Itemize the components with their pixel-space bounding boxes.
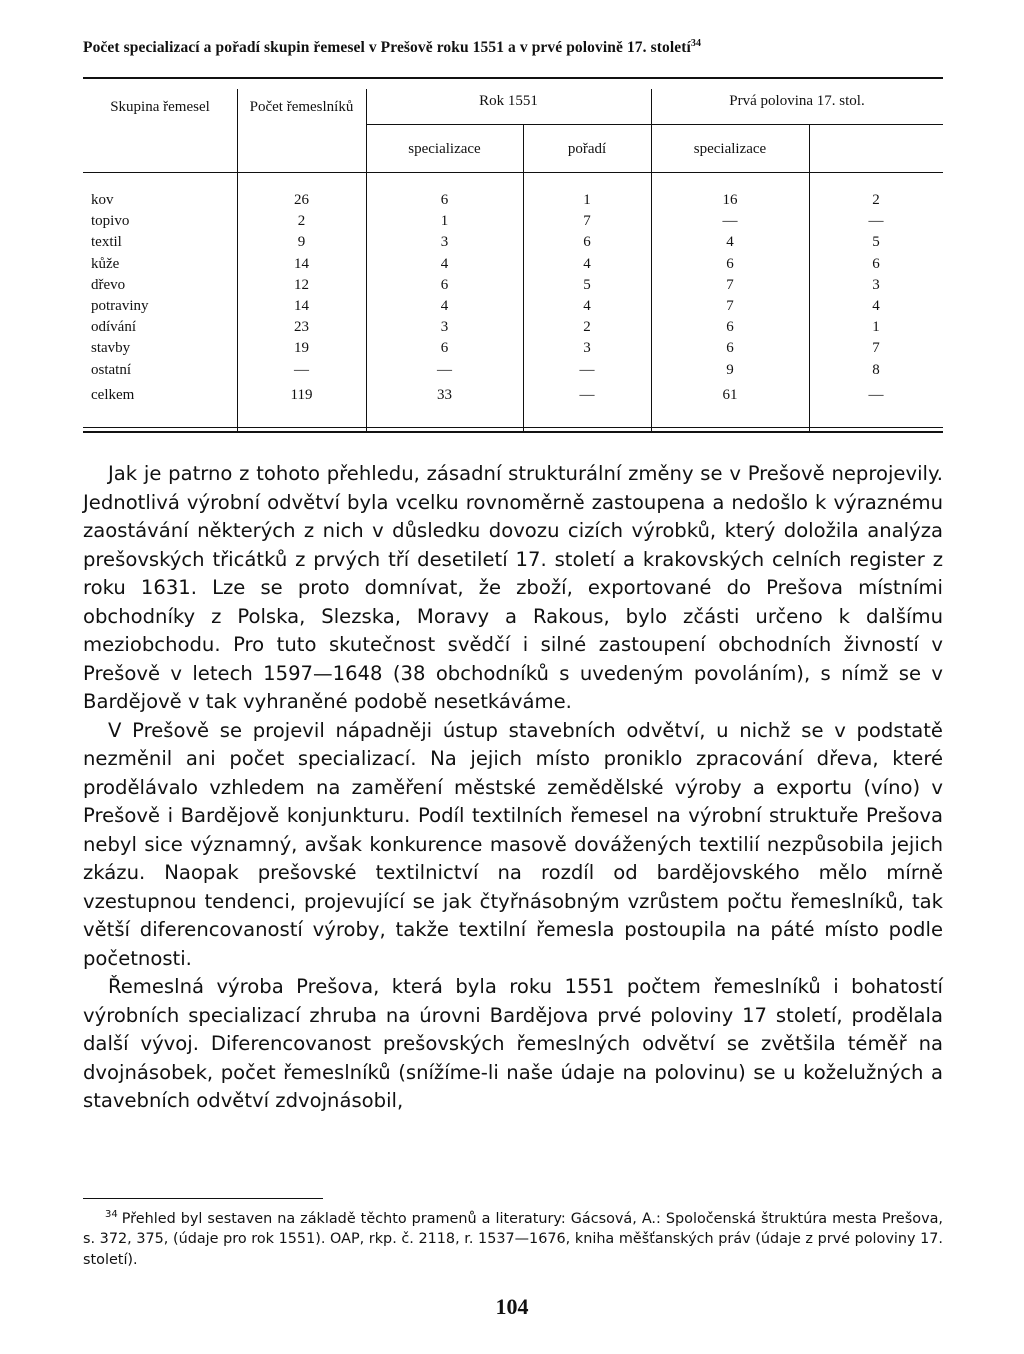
footnote-text: Přehled byl sestaven na základě těchto pramenů a literatury: Gácsová, A.: Spoločenská štruktúra mesta Prešova, s. 372, 375, (údaje pro rok 1551). OAP, rkp. č. 2118, r. 1537—1676, kniha měšťanských práv (údaje z prvé poloviny 17. století). <box>83 1210 943 1268</box>
footnote-rule <box>83 1198 323 1199</box>
page-number: 104 <box>495 1294 529 1319</box>
table-cell-group: textil <box>91 234 122 251</box>
table-cell-count: 14 <box>294 298 309 314</box>
header-order-1551: pořadí <box>567 141 607 157</box>
header-spec-17: specializace <box>693 141 767 157</box>
table-cell-count: 23 <box>294 319 309 336</box>
table-cell-spec-1551: 6 <box>440 340 449 357</box>
table-cell-count: 9 <box>297 234 306 251</box>
header-group: Skupina řemesel <box>110 99 210 115</box>
table-cell-count: — <box>294 361 309 378</box>
table-cell-order-17: 3 <box>872 276 880 293</box>
table-cell-group: ostatní <box>91 361 131 378</box>
table-cell-count: 14 <box>294 255 309 272</box>
total-cell-order-1551: — <box>579 387 595 403</box>
table-cell-order-17: 6 <box>872 255 880 272</box>
table-cell-spec-17: 4 <box>726 234 734 251</box>
table-cell-group: potraviny <box>91 298 149 314</box>
table-cell-group: kov <box>91 192 114 208</box>
table-cell-order-1551: 3 <box>583 340 591 357</box>
table-cell-order-17: 1 <box>872 319 880 336</box>
table-cell-order-1551: 2 <box>583 319 591 336</box>
header-first-half: Prvá polovina 17. stol. <box>729 93 865 109</box>
caption-note-ref: 34 <box>690 38 702 49</box>
body-text <box>83 460 943 1116</box>
caption-text: Počet specializací a pořadí skupin řemesel v Prešově roku 1551 a v prvé polovině 17. století <box>83 39 691 57</box>
paragraph: V Prešově se projevil nápadněji ústup stavebních odvětví, u nichž se v podstatě nezměnil ani počet specializací. Na jejich místo proniklo zpracování dřeva, které prodělávalo vzhledem na zaměření městské zemědělské výroby a exportu (víno) v Prešově i Bardějově konjunkturu. Podíl textilních řemesel na výrobní struktuře Prešova nebyl sice významný, avšak konkurence masově dovážených textilií nezpůsobila jejich zkázu. Naopak prešovské textilnictví na rozdíl od bardějovského mělo mírně vzestupnou tendenci, projevující se jak čtyřnásobným vzrůstem počtu řemeslníků, tak větší diferencovaností výroby, takže textilní řemesla postoupila na páté místo podle početnosti. <box>83 718 943 970</box>
table-cell-group: kůže <box>91 255 120 272</box>
table-cell-spec-17: 6 <box>726 340 734 357</box>
table-cell-order-17: 4 <box>872 298 880 314</box>
footnote-mark: 34 <box>105 1209 118 1220</box>
table-cell-spec-17: 7 <box>726 298 734 314</box>
table-cell-order-1551: 7 <box>583 213 591 230</box>
table-cell-spec-1551: 1 <box>440 213 449 230</box>
table-cell-spec-1551: 3 <box>440 234 449 251</box>
data-table <box>83 77 943 433</box>
table-cell-order-1551: — <box>579 361 595 378</box>
table-cell-spec-17: 7 <box>726 276 734 293</box>
table-cell-spec-17: 6 <box>726 319 734 336</box>
table-cell-order-17: 5 <box>872 234 880 251</box>
table-header-rule <box>83 172 943 173</box>
table-cell-spec-1551: 4 <box>440 298 449 314</box>
table-cell-group: odívání <box>91 319 136 336</box>
table-cell-order-1551: 4 <box>583 255 591 272</box>
total-cell-count: 119 <box>290 387 313 403</box>
header-spec-1551: specializace <box>408 141 481 157</box>
table-cell-group: dřevo <box>91 276 126 293</box>
table-cell-order-1551: 5 <box>583 276 591 293</box>
total-cell-order-17: — <box>868 387 884 403</box>
table-cell-order-1551: 4 <box>583 298 591 314</box>
footnote <box>83 1198 943 1270</box>
total-cell-spec-1551: 33 <box>437 387 452 403</box>
table-cell-count: 12 <box>294 276 309 293</box>
table-cell-group: topivo <box>91 213 130 230</box>
table-cell-count: 19 <box>294 340 309 357</box>
table-bottom-rule <box>83 427 943 428</box>
table-cell-spec-17: 6 <box>726 255 734 272</box>
table-cell-spec-1551: 6 <box>440 192 449 208</box>
table-cell-order-1551: 6 <box>583 234 591 251</box>
table-cell-count: 2 <box>297 213 306 230</box>
table-subheader-rule <box>366 124 943 125</box>
paragraph: Jak je patrno z tohoto přehledu, zásadní strukturální změny se v Prešově neprojevily. Jednotlivá výrobní odvětví byla vcelku rovnoměrně zastoupena a nedošlo k výraznému zaostávání některých z nich v důsledku dovozu cizích výrobků, který doložila analýza prešovských třicátků z prvých tří desetiletí 17. století a krakovských celních register z roku 1631. Lze se proto domnívat, že zboží, exportované do Prešova místními obchodníky z Polska, Slezska, Moravy a Rakous, bylo zčásti určeno k dalšímu meziobchodu. Pro tuto skutečnost svědčí i silné zastoupení obchodních živností v Prešově v letech 1597—1648 (38 obchodníků s uvedeným povoláním), s nímž se v Bardějově v tak vyhraněné podobě nesetkáváme. <box>83 462 943 713</box>
table-cell-count: 26 <box>294 192 309 208</box>
table-cell-order-17: 7 <box>872 340 880 357</box>
table-cell-order-17: — <box>868 213 884 230</box>
table-cell-spec-1551: 3 <box>440 319 449 336</box>
total-cell-spec-17: 61 <box>722 387 738 403</box>
table-caption <box>83 38 963 57</box>
table-cell-order-17: 2 <box>872 192 880 208</box>
table-cell-spec-17: — <box>722 213 738 230</box>
table-cell-order-17: 8 <box>872 361 880 378</box>
table-cell-spec-17: 9 <box>726 361 734 378</box>
table-cell-order-1551: 1 <box>583 192 591 208</box>
table-cell-group: stavby <box>91 340 131 357</box>
table-cell-spec-17: 16 <box>722 192 738 208</box>
paragraph: Řemeslná výroba Prešova, která byla roku 1551 počtem řemeslníků i bohatostí výrobních specializací zhruba na úrovni Bardějova prvé poloviny 17 století, prodělala další vývoj. Diferencovanost prešovských řemeslných odvětví se zvětšila téměř na dvojnásobek, počet řemeslníků (snížíme-li naše údaje na polovinu) se u koželužných a stavebních odvětví zdvojnásobil, <box>83 975 943 1112</box>
table-cell-spec-1551: 6 <box>440 276 449 293</box>
header-count: Počet řemeslníků <box>249 99 354 115</box>
table-cell-spec-1551: — <box>437 361 452 378</box>
total-cell-group: celkem <box>91 387 135 403</box>
table-cell-spec-1551: 4 <box>440 255 449 272</box>
header-year-1551: Rok 1551 <box>479 93 538 109</box>
